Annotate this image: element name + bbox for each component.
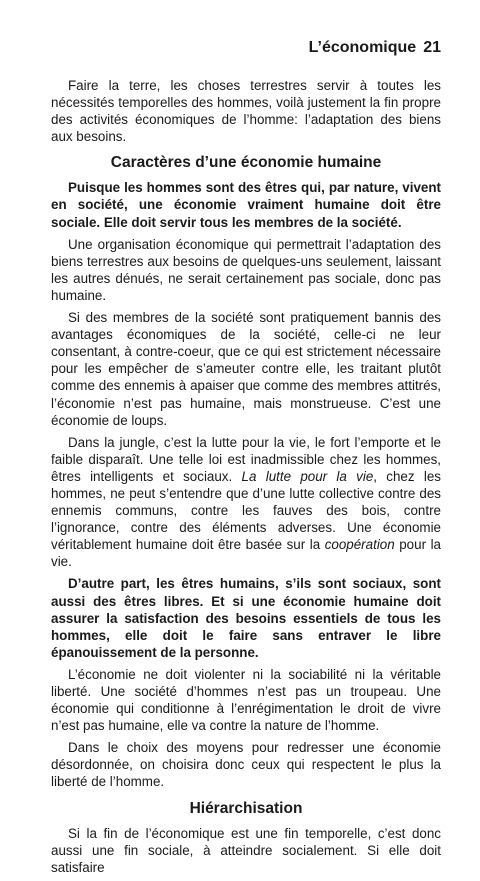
running-head-title: L’économique [308, 39, 417, 56]
paragraph-choix-moyens: Dans le choix des moyens pour redresser une économie désordonnée, on choisira donc ceux qui respectent le plus la liberté de l’homme. [51, 740, 441, 790]
book-page [51, 38, 441, 881]
jungle-italic-lutte: La lutte pour la vie [241, 468, 374, 484]
paragraph-fin-economique: Si la fin de l’économique est une fin temporelle, c’est donc aussi une fin sociale, à atteindre socialement. Si elle doit satisfaire [51, 825, 441, 875]
section-heading-hierarchisation: Hiérarchisation [189, 799, 303, 817]
paragraph-organisation: Une organisation économique qui permettrait l’adaptation des biens terrestres aux besoins de quelques-uns seulement, laissant les autres dénués, ne serait certainement pas sociale, donc pas humaine. [51, 236, 441, 303]
paragraph-violenter: L’économie ne doit violenter ni la sociabilité ni la véritable liberté. Une société d’hommes n’est pas un troupeau. Une économie qui conditionne à l’enrégimentation le droit de vivre n’est pas humaine, elle va contre la nature de l’homme. [51, 666, 441, 734]
jungle-text-1: Dans la jungle, c’est la lutte pour la vie, le fort l’emporte et le faible disparaît. Une telle loi est inadmissible chez les hommes, êtres intelligents et sociaux. [51, 434, 441, 484]
jungle-italic-cooperation: coopération [324, 537, 395, 553]
running-head [51, 38, 441, 58]
paragraph-membres-bannis: Si des membres de la société sont pratiquement bannis des avantages économiques de la société, celle-ci ne leur consentant, à contre-coeur, que ce qui est strictement nécessaire pour les empêcher de s’ameuter contre elle, les traitant plutôt comme des ennemis à apaiser que comme des membres attitrés, l’économie n’est pas humaine, mais monstrueuse. C’est une économie de loups. [51, 310, 441, 428]
jungle-text-3: pour la vie. [51, 537, 441, 570]
section-heading-caracteres: Caractères d’une économie humaine [110, 154, 382, 172]
paragraph-intro: Faire la terre, les choses terrestres servir à toutes les nécessités temporelles des hommes, voilà justement la fin propre des activités économiques de l’homme: l’adaptation des biens aux besoins. [51, 78, 441, 145]
page-number: 21 [423, 39, 441, 56]
jungle-text-2: , chez les hommes, ne peut s’entendre que d’une lutte collective contre des ennemis communs, contre les fauves des bois, contre l’ignorance, contre des éléments adverses. Une économie véritablement humaine doit être basée sur la [51, 468, 441, 553]
paragraph-bold-libres: D’autre part, les êtres humains, s’ils sont sociaux, sont aussi des êtres libres. Et si une économie humaine doit assurer la satisfaction des besoins essentiels de tous les hommes, elle doit le faire sans entraver le libre épanouissement de la personne. [51, 576, 441, 660]
paragraph-bold-sociale: Puisque les hommes sont des êtres qui, par nature, vivent en société, une économie vraiment humaine doit être sociale. Elle doit servir tous les membres de la société. [51, 180, 441, 230]
paragraph-jungle [51, 434, 441, 571]
